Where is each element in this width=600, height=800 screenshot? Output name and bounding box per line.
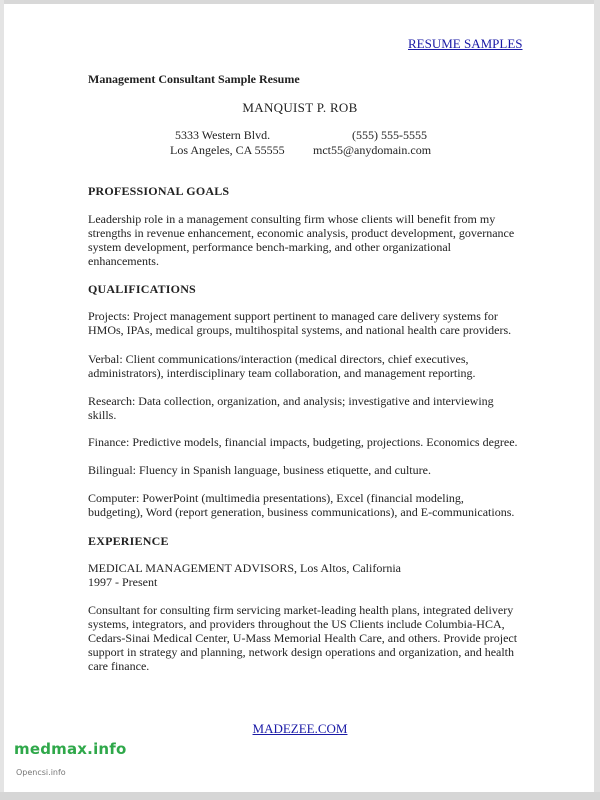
goals-text: Leadership role in a management consulting firm whose clients will benefit from my strengths in revenue enhancement, economic analysis, product development, governance system development, performance bench-marking, and other organizational enhancements. <box>88 212 515 268</box>
experience-description: Consultant for consulting firm servicing market-leading health plans, integrated delivery systems, integrators, and providers throughout the US Clients include Columbia-HCA, Cedars-Sinai Medical Center, U-Mass Memorial Health Care, and others. Provide project support in strategy and planning, network design operations and organization, and health care finance. <box>88 603 518 673</box>
resume-samples-link[interactable]: RESUME SAMPLES <box>408 36 523 51</box>
experience-heading: EXPERIENCE <box>88 534 169 548</box>
madezee-link[interactable]: MADEZEE.COM <box>252 721 348 736</box>
page-edge-top <box>0 0 600 4</box>
experience-employer: MEDICAL MANAGEMENT ADVISORS, Los Altos, California 1997 - Present <box>88 561 402 589</box>
phone-number: (555) 555-5555 <box>352 128 427 142</box>
qualification-item: Finance: Predictive models, financial impacts, budgeting, projections. Economics degree. <box>88 435 518 449</box>
page-edge-bottom <box>0 792 600 800</box>
document-title: Management Consultant Sample Resume <box>88 72 300 86</box>
qualification-item: Computer: PowerPoint (multimedia presentations), Excel (financial modeling, budgeting), Word (report generation, business communications), and E-communications. <box>88 491 515 519</box>
watermark-small: Opencsi.info <box>16 768 66 777</box>
page-edge-right <box>594 0 600 800</box>
email-address: mct55@anydomain.com <box>313 143 432 157</box>
candidate-name: MANQUIST P. ROB <box>242 100 358 115</box>
qualifications-heading: QUALIFICATIONS <box>88 282 196 296</box>
qualification-item: Research: Data collection, organization, and analysis; investigative and interviewing skills. <box>88 394 494 422</box>
qualification-item: Verbal: Client communications/interaction (medical directors, chief executives, administrators), interdisciplinary team collaboration, and management reporting. <box>88 352 476 380</box>
page-edge-left <box>0 0 4 800</box>
address-line-1: 5333 Western Blvd. <box>175 128 271 142</box>
qualification-item: Projects: Project management support pertinent to managed care delivery systems for HMOs, IPAs, medical groups, multihospital systems, and national health care providers. <box>88 309 512 337</box>
goals-heading: PROFESSIONAL GOALS <box>88 184 230 198</box>
qualification-item: Bilingual: Fluency in Spanish language, business etiquette, and culture. <box>88 463 431 477</box>
address-line-2: Los Angeles, CA 55555 <box>170 143 285 157</box>
watermark-brand: medmax.info <box>14 740 127 758</box>
